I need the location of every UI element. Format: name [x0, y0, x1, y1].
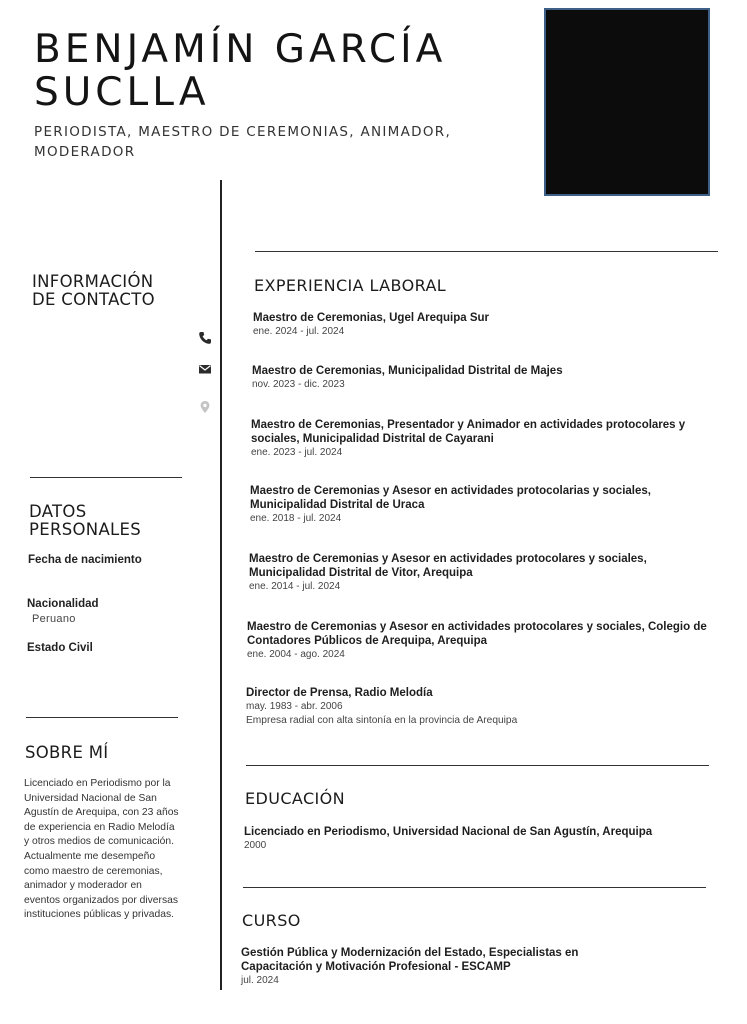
job-title: Maestro de Ceremonias, Presentador y Animador en actividades protocolares y sociales, Municipalidad Distrital de Cayarani — [251, 419, 686, 445]
education-title: Licenciado en Periodismo, Universidad Nacional de San Agustín, Arequipa — [244, 826, 653, 838]
subtitle-line-1: PERIODISTA, MAESTRO DE CEREMONIAS, ANIMADOR, — [34, 124, 452, 140]
job-title: Maestro de Ceremonias y Asesor en actividades protocolarias y sociales, Municipalidad Distrital de Uraca — [250, 485, 651, 511]
job-title: Director de Prensa, Radio Melodía — [246, 687, 433, 699]
contact-heading-line-1: INFORMACIÓN — [32, 272, 154, 291]
column-divider — [220, 180, 222, 990]
job-title: Maestro de Ceremonias y Asesor en actividades protocolares y sociales, Colegio de Contadores Públicos de Arequipa, Arequipa — [247, 621, 707, 647]
job-title: Maestro de Ceremonias, Municipalidad Distrital de Majes — [252, 365, 563, 377]
about-text: Licenciado en Periodismo por la Universidad Nacional de San Agustín de Arequipa, con 23 años de experiencia en Radio Melodía y otros medios de comunicación. Actualmente me desempeño como maestro de ceremonias, animador y moderador en eventos organizados por diversas instituciones públicas y privadas. — [24, 778, 179, 921]
education-entry — [244, 825, 714, 852]
subtitle-line-2: MODERADOR — [34, 144, 136, 160]
contact-heading-line-2: DE CONTACTO — [32, 290, 155, 309]
job-date: may. 1983 - abr. 2006 — [246, 701, 343, 712]
job-entry-4 — [250, 484, 720, 525]
name-line-1: BENJAMÍN GARCÍA — [34, 27, 447, 72]
personal-heading-line-2: PERSONALES — [29, 520, 142, 539]
job-entry-2 — [252, 364, 712, 391]
job-title: Maestro de Ceremonias, Ugel Arequipa Sur — [253, 312, 490, 324]
course-title — [241, 946, 711, 974]
profile-photo — [544, 8, 710, 196]
job-entry-3 — [251, 418, 691, 459]
job-date: ene. 2023 - jul. 2024 — [251, 447, 343, 458]
job-description: Empresa radial con alta sintonía en la provincia de Arequipa — [246, 715, 518, 726]
education-year: 2000 — [244, 840, 267, 851]
job-title: Maestro de Ceremonias y Asesor en actividades protocolares y sociales, Municipalidad Distrital de Vitor, Arequipa — [249, 553, 647, 579]
professional-subtitle — [34, 122, 514, 162]
civil-status-label: Estado Civil — [27, 642, 93, 654]
job-date: ene. 2018 - jul. 2024 — [250, 513, 342, 524]
name-line-2: SUCLLA — [34, 70, 210, 115]
course-heading: CURSO — [242, 911, 301, 930]
education-divider — [246, 765, 709, 766]
job-entry-6 — [247, 620, 717, 661]
job-entry-1 — [253, 311, 713, 338]
job-entry-5 — [249, 552, 719, 593]
nationality-value: Peruano — [32, 613, 76, 625]
course-date: jul. 2024 — [241, 975, 279, 986]
job-date: nov. 2023 - dic. 2023 — [252, 379, 345, 390]
mail-icon — [198, 362, 212, 376]
personal-data-heading — [29, 503, 141, 539]
personal-heading-line-1: DATOS — [29, 502, 87, 521]
education-heading: EDUCACIÓN — [245, 789, 346, 808]
job-date: ene. 2004 - ago. 2024 — [247, 649, 345, 660]
course-divider — [243, 887, 706, 888]
birth-date-label: Fecha de nacimiento — [28, 554, 142, 566]
experience-top-divider — [255, 251, 718, 252]
course-title-line-1: Gestión Pública y Modernización del Estado, Especialistas en — [241, 947, 579, 959]
location-pin-icon — [198, 400, 212, 414]
personal-divider — [26, 717, 178, 718]
job-date: ene. 2024 - jul. 2024 — [253, 326, 345, 337]
course-title-line-2: Capacitación y Motivación Profesional - ESCAMP — [241, 961, 511, 973]
phone-icon — [198, 331, 212, 345]
candidate-name — [34, 28, 534, 114]
contact-heading — [32, 273, 155, 309]
contact-divider — [30, 477, 182, 478]
about-heading: SOBRE MÍ — [25, 743, 109, 762]
course-entry — [241, 946, 711, 987]
experience-heading: EXPERIENCIA LABORAL — [254, 276, 447, 295]
job-date: ene. 2014 - jul. 2024 — [249, 581, 341, 592]
job-entry-7 — [246, 686, 716, 726]
nationality-label: Nacionalidad — [27, 598, 99, 610]
